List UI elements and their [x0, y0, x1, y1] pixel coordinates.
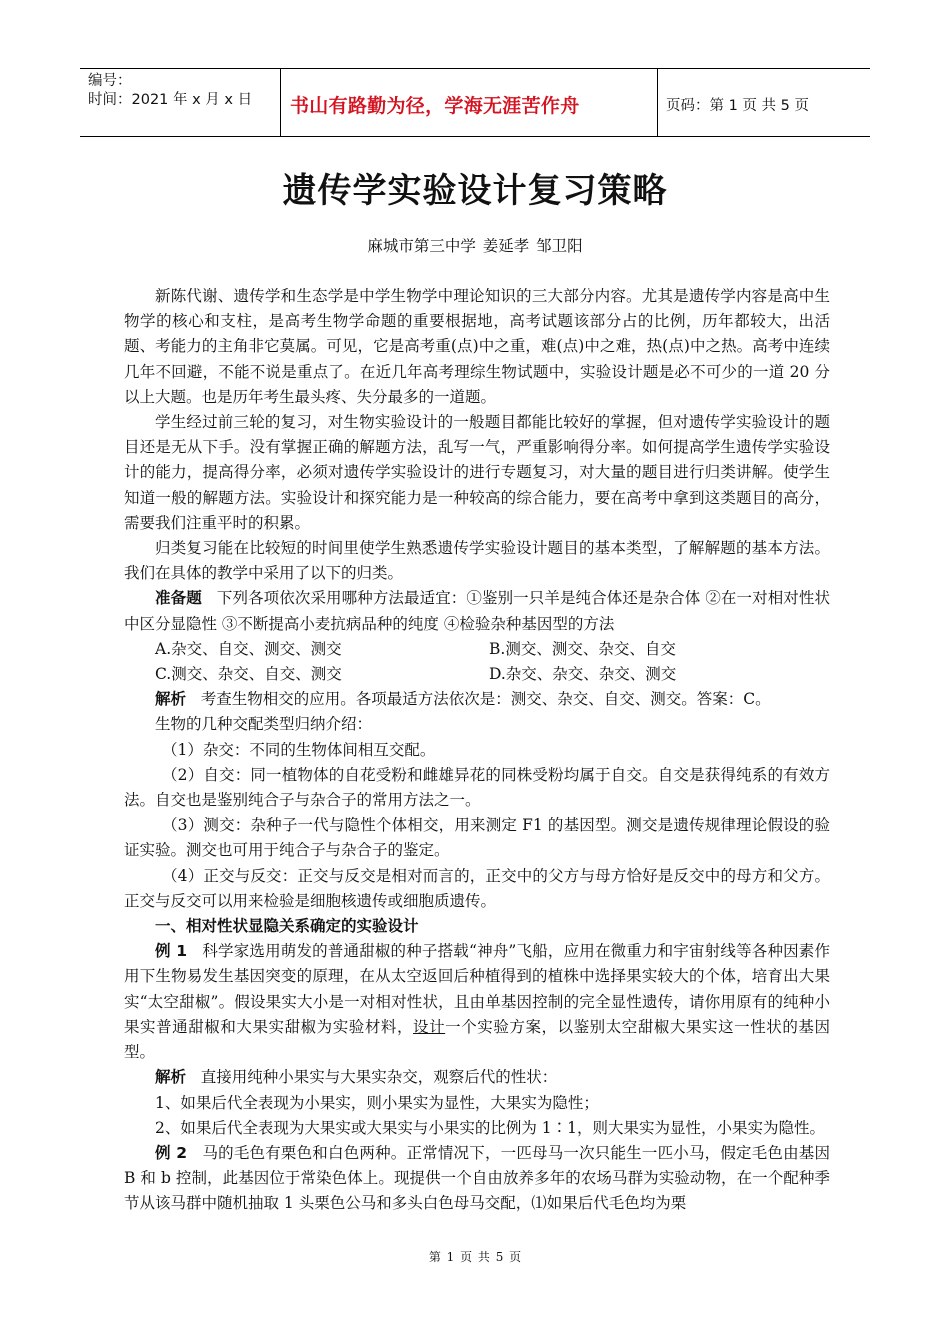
example-1-text-underlined: 设计: [413, 1017, 446, 1036]
page-footer: 第 1 页 共 5 页: [428, 1250, 522, 1264]
header-number: 编号：: [88, 73, 132, 89]
example-1-point-1: 1、如果后代全表现为小果实，则小果实为显性，大果实为隐性；: [155, 1093, 599, 1112]
example-1-point-2: 2、如果后代全表现为大果实或大果实与小果实的比例为 1∶1，则大果实为显性，小果实为隐性。: [155, 1118, 826, 1137]
mating-type-3: （3）测交：杂种子一代与隐性个体相交，用来测定 F1 的基因型。测交是遗传规律理论假设的验证实验。测交也可用于纯合子与杂合子的鉴定。: [124, 816, 830, 860]
mating-type-4: （4）正交与反交：正交与反交是相对而言的，正交中的父方与母方恰好是反交中的母方和父方。正交与反交可以用来检验是细胞核遗传或细胞质遗传。: [124, 866, 830, 910]
document-title: 遗传学实验设计复习策略: [282, 171, 668, 211]
example-2-text: 马的毛色有栗色和白色两种。正常情况下，一匹母马一次只能生一匹小马，假定毛色由基因 B 和 b 控制，此基因位于常染色体上。现提供一个自由放养多年的农场马群为实验动物，在一个配种季节从该马群中随机抽取 1 头栗色公马和多头白色母马交配，⑴如果后代毛色均为栗: [124, 1143, 831, 1213]
header-page-info: 页码：第 1 页 共 5 页: [666, 98, 809, 114]
header-left: [88, 72, 252, 110]
example-1-analysis: [124, 1065, 830, 1090]
example-1-label: 例 1: [155, 942, 188, 961]
intro-paragraph-1: 新陈代谢、遗传学和生态学是中学生物学中理论知识的三大部分内容。尤其是遗传学内容是高中生物学的核心和支柱，是高考生物学命题的重要根据地，高考试题该部分占的比例，历年都较大，出活题、考能力的主角非它莫属。可见，它是高考重(点)中之重，难(点)中之难，热(点)中之热。高考中连续几年不回避，不能不说是重点了。在近几年高考理综生物试题中，实验设计题是必不可少的一道 20 分以上大题。也是历年考生最头疼、失分最多的一道题。: [124, 287, 830, 406]
mating-type-1: （1）杂交：不同的生物体间相互交配。: [162, 740, 436, 759]
prep-options-row-1: [124, 637, 830, 662]
prep-analysis: [124, 687, 830, 712]
prep-analysis-label: 解析: [155, 690, 187, 709]
prep-label: 准备题: [155, 589, 202, 608]
prep-analysis-text: 考查生物相交的应用。各项最适方法依次是：测交、杂交、自交、测交。答案：C。: [200, 690, 771, 709]
prep-text: 下列各项依次采用哪种方法最适宜：①鉴别一只羊是纯合体还是杂合体 ②在一对相对性状中区分显隐性 ③不断提高小麦抗病品种的纯度 ④检验杂种基因型的方法: [124, 589, 831, 633]
example-1: [124, 939, 830, 1065]
document-authors: 麻城市第三中学 姜延孝 邹卫阳: [367, 237, 583, 255]
option-d: D.杂交、杂交、杂交、测交: [489, 665, 677, 684]
header-divider-1: [280, 68, 281, 136]
example-1-text-a: 科学家选用萌发的普通甜椒的种子搭载“神舟”飞船，应用在微重力和宇宙射线等各种因素作用下生物易发生基因突变的原理，在从太空返回后种植得到的植株中选择果实较大的个体，培育出大果实“太空甜椒”。假设果实大小是一对相对性状，且由单基因控制的完全显性遗传，请你用原有的纯种小果实普通甜椒和大果实甜椒为实验材料，: [124, 942, 830, 1036]
example-1-analysis-text: 直接用纯种小果实与大果实杂交，观察后代的性状：: [200, 1068, 558, 1087]
example-1-analysis-label: 解析: [155, 1068, 187, 1087]
intro-paragraph-3: 归类复习能在比较短的时间里使学生熟悉遗传学实验设计题目的基本类型，了解解题的基本方法。我们在具体的教学中采用了以下的归类。: [124, 539, 830, 583]
option-c: C.测交、杂交、自交、测交: [155, 665, 342, 684]
header-top-rule: [80, 68, 870, 69]
option-a: A.杂交、自交、测交、测交: [155, 639, 342, 658]
document-body: [124, 284, 830, 1217]
header-motto: 书山有路勤为径，学海无涯苦作舟: [290, 95, 580, 117]
section-1-heading: 一、相对性状显隐关系确定的实验设计: [155, 917, 419, 936]
intro-paragraph-2: 学生经过前三轮的复习，对生物实验设计的一般题目都能比较好的掌握，但对遗传学实验设计的题目还是无从下手。没有掌握正确的解题方法，乱写一气，严重影响得分率。如何提高学生遗传学实验设计的能力，提高得分率，必须对遗传学实验设计的进行专题复习，对大量的题目进行归类讲解。使学生知道一般的解题方法。实验设计和探究能力是一种较高的综合能力，要在高考中拿到这类题目的高分，需要我们注重平时的积累。: [124, 413, 830, 532]
option-b: B.测交、测交、杂交、自交: [489, 639, 676, 658]
example-2-label: 例 2: [155, 1143, 188, 1162]
header-time: 时间：2021 年 x 月 x 日: [88, 92, 253, 108]
mating-types-intro: 生物的几种交配类型归纳介绍：: [155, 715, 373, 734]
header-bottom-rule: [80, 136, 870, 137]
example-2: [124, 1141, 830, 1217]
prep-question: [124, 586, 830, 636]
prep-options-row-2: [124, 662, 830, 687]
header-divider-2: [657, 68, 658, 136]
mating-type-2: （2）自交：同一植物体的自花受粉和雌雄异花的同株受粉均属于自交。自交是获得纯系的有效方法。自交也是鉴别纯合子与杂合子的常用方法之一。: [124, 765, 830, 810]
example-1-text-b: 一个实验方案，以鉴别太空甜椒大果实这一性状的基因型。: [124, 1017, 830, 1062]
